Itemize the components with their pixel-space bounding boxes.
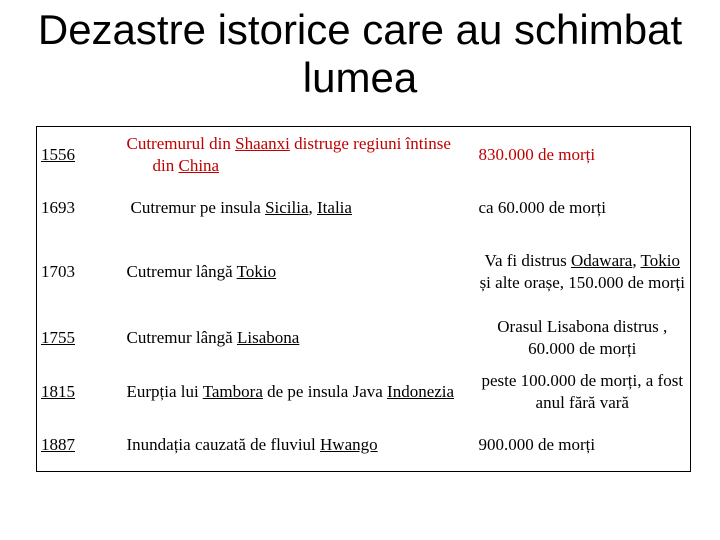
year-link-1556[interactable]: 1556 bbox=[41, 144, 75, 164]
page-title bbox=[0, 6, 720, 102]
year-cell bbox=[37, 365, 123, 420]
effect-text bbox=[479, 250, 687, 294]
year-link-1887[interactable]: 1887 bbox=[41, 435, 75, 455]
year-link-1755[interactable]: 1755 bbox=[41, 328, 75, 347]
event-cell bbox=[123, 420, 475, 472]
link-hwango[interactable]: Hwango bbox=[320, 435, 378, 455]
year-cell bbox=[37, 183, 123, 233]
table-row bbox=[37, 183, 691, 233]
effect-text: 900.000 de morți bbox=[478, 435, 596, 455]
link-tambora[interactable]: Tambora bbox=[202, 382, 263, 401]
year-cell bbox=[37, 233, 123, 312]
event-text bbox=[127, 328, 300, 347]
link-tokio[interactable]: Tokio bbox=[236, 262, 277, 281]
link-shaanxi[interactable]: Shaanxi bbox=[235, 133, 290, 153]
event-text-part: de pe insula Java bbox=[262, 382, 388, 401]
disasters-table bbox=[36, 126, 691, 472]
event-text-part: Cutremur pe insula bbox=[130, 197, 266, 217]
table-row bbox=[37, 365, 691, 420]
effect-text-part: Va fi distrus bbox=[484, 251, 571, 270]
effect-text-part: , bbox=[632, 251, 641, 270]
event-cell bbox=[123, 183, 475, 233]
year-text: 1693 bbox=[41, 197, 75, 217]
event-cell bbox=[123, 365, 475, 420]
effect-text: Orasul Lisabona distrus , 60.000 de morți bbox=[497, 317, 668, 358]
link-italia[interactable]: Italia bbox=[317, 197, 352, 217]
effect-text-part: și alte orașe, 150.000 de morți bbox=[479, 273, 685, 292]
event-cell bbox=[123, 233, 475, 312]
link-china[interactable]: China bbox=[178, 155, 220, 175]
link-tokio-effect[interactable]: Tokio bbox=[640, 251, 680, 270]
event-text-part: Cutremur lângă bbox=[126, 328, 237, 347]
effect-cell bbox=[475, 312, 691, 365]
event-text-part: Eurpția lui bbox=[126, 382, 203, 401]
event-text-part: Cutremur lângă bbox=[126, 262, 237, 281]
link-lisabona[interactable]: Lisabona bbox=[236, 328, 300, 347]
effect-cell bbox=[475, 365, 691, 420]
event-text-part: Inundația cauzată de fluviul bbox=[126, 435, 321, 455]
table-row bbox=[37, 127, 691, 183]
year-link-1815[interactable]: 1815 bbox=[41, 382, 75, 401]
event-text-part: Cutremurul din bbox=[126, 133, 236, 153]
event-text-part: , bbox=[308, 197, 318, 217]
event-text bbox=[127, 435, 378, 454]
event-cell bbox=[123, 312, 475, 365]
year-cell bbox=[37, 420, 123, 472]
year-cell bbox=[37, 127, 123, 183]
effect-cell bbox=[475, 420, 691, 472]
link-odawara[interactable]: Odawara bbox=[570, 251, 633, 270]
title-line-1: Dezastre istorice care au schimbat bbox=[37, 6, 683, 53]
event-text bbox=[127, 381, 471, 403]
year-text: 1703 bbox=[41, 262, 75, 281]
table-row bbox=[37, 312, 691, 365]
link-sicilia[interactable]: Sicilia bbox=[265, 197, 309, 217]
effect-cell bbox=[475, 127, 691, 183]
title-line-2: lumea bbox=[302, 54, 418, 101]
event-cell bbox=[123, 127, 475, 183]
event-text bbox=[127, 133, 471, 177]
event-text-part: distruge regiuni întinse din bbox=[152, 133, 451, 175]
event-text bbox=[127, 197, 471, 219]
effect-cell bbox=[475, 233, 691, 312]
effect-cell bbox=[475, 183, 691, 233]
event-text bbox=[127, 262, 277, 281]
table-row bbox=[37, 420, 691, 472]
effect-text: 830.000 de morți bbox=[478, 144, 596, 164]
effect-text: ca 60.000 de morți bbox=[478, 197, 606, 217]
effect-text: peste 100.000 de morți, a fost anul fără vară bbox=[481, 371, 684, 412]
table-row bbox=[37, 233, 691, 312]
year-cell bbox=[37, 312, 123, 365]
link-indonezia[interactable]: Indonezia bbox=[387, 382, 455, 401]
